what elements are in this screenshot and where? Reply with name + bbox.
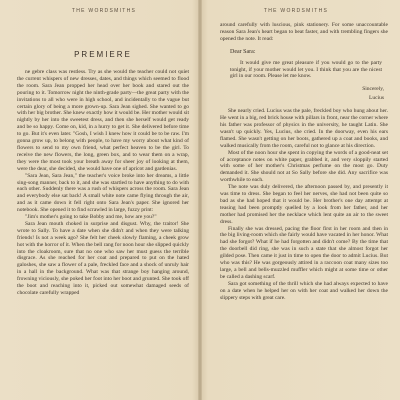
right-paragraph-2: Most of the noon hour she spent in copying the words of a good-neat set of acceptance notes on white paper, grabbed it, and very sloppily started with some of her mother's Christmas perfume on the most go. Duty demanded it. She should not at So Sally before she did. Any sacrifice was worthwhile to each. (220, 149, 388, 184)
letter-signature: Lucius (369, 95, 384, 102)
right-running-head: THE WORDSMITHS (263, 8, 329, 14)
left-paragraph-2: "Sara Jean, Sara Jean," the teacher's voice broke into her dreams, a little sing-song manner, back to it, and she was startled to have anything to do with each other. Suddenly there was a rush of whispers across the room. Sara Jean and everybody else sat back! A small white note came flying through the air, and as it came down it fell right onto Sara Jean's paper. She ignored her notebook. She opened it to find scrawled in large, fuzzy print: (17, 172, 189, 214)
right-page (202, 0, 400, 400)
right-paragraph-4: Finally she was dressed, pacing the floor first in her room and then in the big living-room which she fairly would have vacated in her honor. What had she forgot? What if he had forgotten and didn't come? By the time that the doorbell did ring, she was in such a state that she almost forgot her gilded pose. Then came it just in time to open the door to admit Lucius. But who was this? He was gorgeously attired in a raccoon coat many sizes too large, a bell and bells-muzzled muffler which might at some time or other be called a dashing scarf. (220, 225, 388, 280)
left-paragraph-3: "Jim's mother's going to take Bobby and me, how are you?" (25, 214, 157, 221)
right-paragraph-intro: around carefully with luscious, pink stationery. For some unaccountable reason Sara Jean's heart began to beat faster, and with trembling fingers she opened the note. It read: (220, 22, 388, 42)
left-paragraph-1: ne gebre class was restless. Try as she would the teacher could not quiet the current whispers of new dresses, dates, and things which seemed to flood the room. Sara Jean propped her head over her book and stared out the pouring to it. Tomorrow night the ninth-grade party—the great party with the invitations to all who were in high school, and incidentally to the vague but certain glory of being a more grown-up. Sara Jean sighed. She wanted to go with her big brother. She knew exactly how it would be. Her mother would sit nightly by her into the sweetest dress, and then she herself would get ready and be so happy. Come on, kid, in a hurry to get it. She delivered before time to go. But it's even later. "Gosh, I wish I knew how it could be to be raw. I'm gonna grow up, to belong with people, to have my worry about what kind of flowers to send to my own friend, what perfect heaven to be the girl. To receive the new flowers, the long, green box, and to wear them on a wrap, they were the most took your breath away for sheer joy of looking at them, were the dear, she decided, she would have one of apricot and gardenias. (17, 69, 189, 172)
letter-closing: Sincerely, (362, 86, 384, 93)
left-page (0, 0, 198, 400)
chapter-title: PREMIERE (74, 50, 132, 59)
left-running-head: THE WORDSMITHS (71, 8, 137, 14)
right-paragraph-3: The note was duly delivered, the afternoon passed by, and presently it was time to dress. She began to feel her nerves, she had not been quite so bad as she had hoped that it would be. Her brother's one day attempt at teasing had been promptly quelled by a look from her father, and her mother had promised her the necklace which lent quite an air to the sweet dress. (220, 184, 388, 225)
right-paragraph-1: She nearly cried. Lucius was the pale, freckled boy who hung about her. He went in a big, red brick house with pillars in front, near the corner where his father was professor of physics in the university, he taught Latin. She wasn't up quickly. Yes, Lucius, she cried. In the doorway, even his ears flamed. She wasn't getting on her boots, gathered up a coat and books, and walked musically from the room, careful not to glance at his direction. (220, 108, 388, 149)
right-paragraph-5: Sara got something of the thrill which she had always expected to have on a date when he helped her on with her coat and walked her down the slippery steps with great care. (220, 280, 388, 301)
left-paragraph-4: Sara Jean mouth choked in surprise and disgust. Why, the traitor! She wrote to Sally. To have a date when she didn't and when they were talking friends! Is not a week ago? She felt her cheek slowly flaming, a cheek grow hot with the horror of it. When the bell rang for noon hour she slipped quickly into the cloakroom, sure that no one who saw her must guess the terrible disgrace. As she reached for her coat and prepared to put on the hated galoshes, she saw a flower of a pale, freckled face and a shock of unruly hair in a hall in the background. What was that strange boy hanging around, frowning viciously, she poked her foot into her boot and grunted. She took off the boot and reaching into it, picked out somewhat damaged seeds of chocolate carefully wrapped (17, 220, 189, 296)
letter-salutation: Dear Sara: (230, 48, 256, 55)
letter-body: It would give me great pleasure if you would go to the party tonight, if your mother would let you. I think that you are the nicest girl in our room. Please let me know. (230, 59, 382, 80)
